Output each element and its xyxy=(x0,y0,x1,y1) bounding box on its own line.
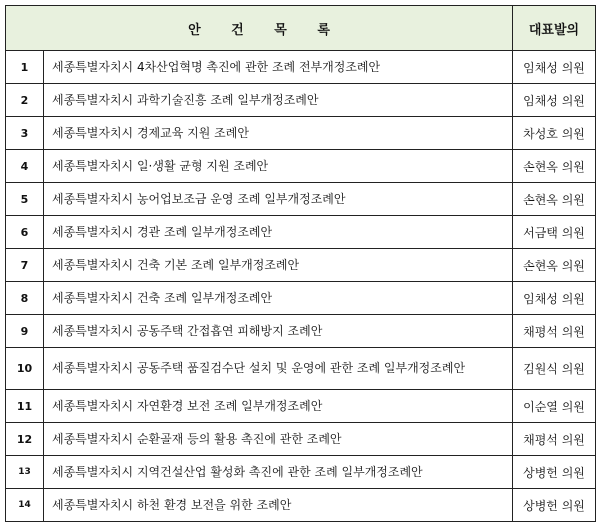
representative-name: 임채성 의원 xyxy=(513,51,596,84)
table-row xyxy=(6,423,596,456)
representative-name: 임채성 의원 xyxy=(513,282,596,315)
representative-name: 손현옥 의원 xyxy=(513,183,596,216)
table-row xyxy=(6,249,596,282)
table-row xyxy=(6,216,596,249)
agenda-item: 세종특별자치시 순환골재 등의 활용 촉진에 관한 조례안 xyxy=(44,423,513,456)
agenda-table xyxy=(5,5,596,522)
agenda-item: 세종특별자치시 경제교육 지원 조례안 xyxy=(44,117,513,150)
row-number: 13 xyxy=(6,456,44,489)
representative-name: 차성호 의원 xyxy=(513,117,596,150)
row-number: 3 xyxy=(6,117,44,150)
agenda-item: 세종특별자치시 지역건설산업 활성화 촉진에 관한 조례 일부개정조례안 xyxy=(44,456,513,489)
representative-heading: 대표발의 xyxy=(513,6,596,51)
agenda-item: 세종특별자치시 경관 조례 일부개정조례안 xyxy=(44,216,513,249)
table-row xyxy=(6,456,596,489)
representative-name: 상병헌 의원 xyxy=(513,489,596,522)
agenda-table-wrapper xyxy=(5,5,595,522)
table-row xyxy=(6,117,596,150)
table-row xyxy=(6,183,596,216)
agenda-item: 세종특별자치시 자연환경 보전 조례 일부개정조례안 xyxy=(44,390,513,423)
agenda-item: 세종특별자치시 일·생활 균형 지원 조례안 xyxy=(44,150,513,183)
row-number: 12 xyxy=(6,423,44,456)
table-row xyxy=(6,315,596,348)
representative-name: 서금택 의원 xyxy=(513,216,596,249)
representative-name: 임채성 의원 xyxy=(513,84,596,117)
row-number: 1 xyxy=(6,51,44,84)
table-row xyxy=(6,348,596,390)
representative-name: 채평석 의원 xyxy=(513,423,596,456)
agenda-item: 세종특별자치시 하천 환경 보전을 위한 조례안 xyxy=(44,489,513,522)
row-number: 6 xyxy=(6,216,44,249)
row-number: 10 xyxy=(6,348,44,390)
representative-name: 손현옥 의원 xyxy=(513,150,596,183)
representative-name: 김원식 의원 xyxy=(513,348,596,390)
representative-name: 상병헌 의원 xyxy=(513,456,596,489)
table-row xyxy=(6,282,596,315)
row-number: 2 xyxy=(6,84,44,117)
table-row xyxy=(6,84,596,117)
representative-name: 손현옥 의원 xyxy=(513,249,596,282)
row-number: 14 xyxy=(6,489,44,522)
agenda-item: 세종특별자치시 공동주택 품질검수단 설치 및 운영에 관한 조례 일부개정조례안 xyxy=(44,348,513,390)
table-row xyxy=(6,51,596,84)
agenda-item: 세종특별자치시 건축 조례 일부개정조례안 xyxy=(44,282,513,315)
agenda-item: 세종특별자치시 건축 기본 조례 일부개정조례안 xyxy=(44,249,513,282)
table-row xyxy=(6,390,596,423)
agenda-item: 세종특별자치시 농어업보조금 운영 조례 일부개정조례안 xyxy=(44,183,513,216)
row-number: 4 xyxy=(6,150,44,183)
row-number: 8 xyxy=(6,282,44,315)
table-row xyxy=(6,150,596,183)
row-number: 5 xyxy=(6,183,44,216)
header-row xyxy=(6,6,596,51)
row-number: 7 xyxy=(6,249,44,282)
representative-name: 채평석 의원 xyxy=(513,315,596,348)
agenda-item: 세종특별자치시 4차산업혁명 촉진에 관한 조례 전부개정조례안 xyxy=(44,51,513,84)
row-number: 11 xyxy=(6,390,44,423)
agenda-item: 세종특별자치시 과학기술진흥 조례 일부개정조례안 xyxy=(44,84,513,117)
representative-name: 이순열 의원 xyxy=(513,390,596,423)
agenda-list-heading: 안 건 목 록 xyxy=(6,6,513,51)
row-number: 9 xyxy=(6,315,44,348)
table-row xyxy=(6,489,596,522)
agenda-item: 세종특별자치시 공동주택 간접흡연 피해방지 조례안 xyxy=(44,315,513,348)
